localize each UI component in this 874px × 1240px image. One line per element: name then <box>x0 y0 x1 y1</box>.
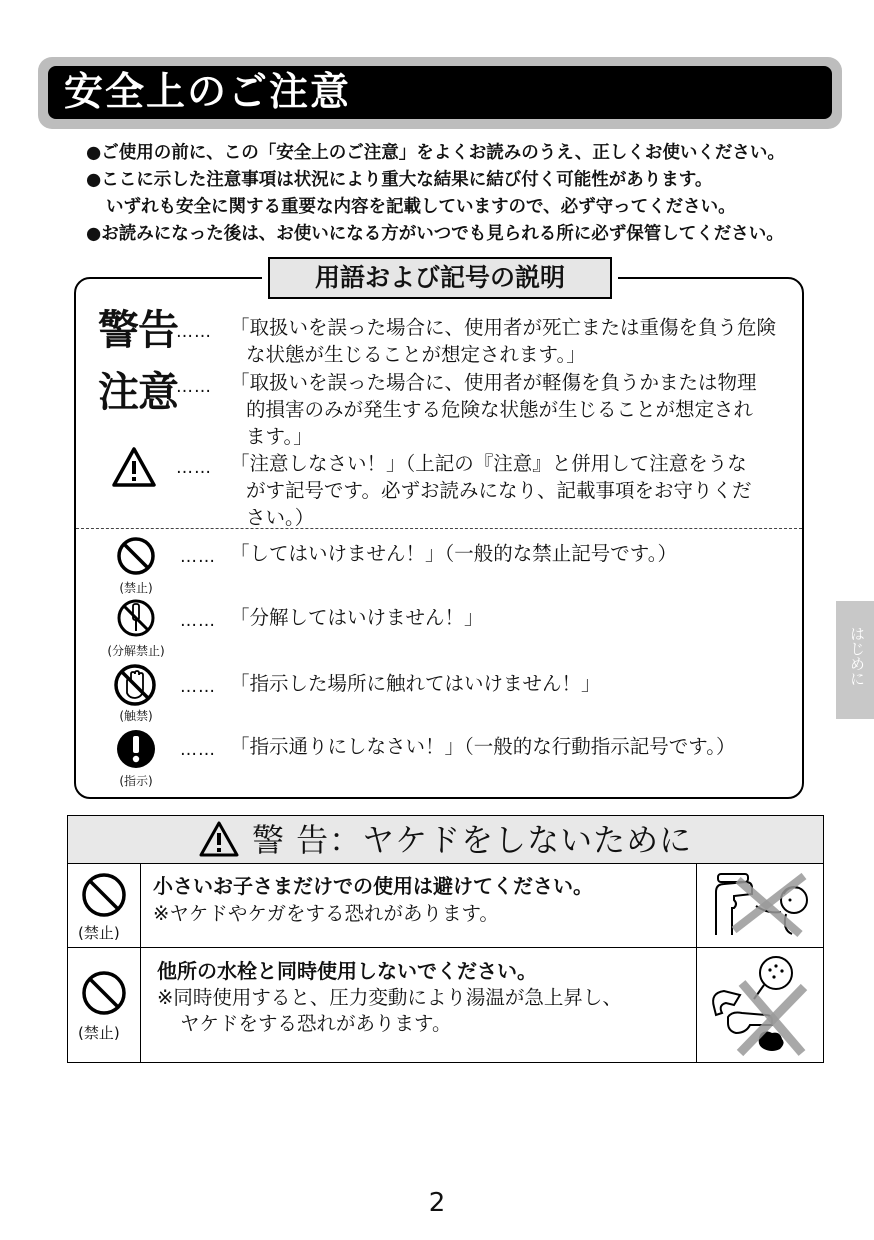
caution-triangle-icon <box>111 446 157 488</box>
intro-line-3: いずれも安全に関する重要な内容を記載していますので、必ず守ってください。 <box>106 197 736 217</box>
dots: …… <box>176 377 212 397</box>
dots: …… <box>180 677 216 697</box>
instruction-icon <box>115 728 157 770</box>
warning-triangle-icon <box>198 820 240 858</box>
symbol-text-prohibited: 「してはいけません！」（一般的な禁止記号です。） <box>230 542 677 565</box>
intro-line-4: ●お読みになった後は、お使いになる方がいつでも見られる所に必ず保管してください。 <box>86 224 784 244</box>
row-caption-prohibited: (禁止) <box>78 1024 120 1042</box>
dots: …… <box>180 611 216 631</box>
symbol-caption-no-touch: (触禁) <box>119 709 153 723</box>
table-divider <box>140 864 141 1062</box>
symbol-caption-no-disassembly: (分解禁止) <box>107 644 165 658</box>
triangle-definition-1: 「注意しなさい！」（上記の『注意』と併用して注意をうな <box>230 452 747 475</box>
intro-notes <box>86 140 826 248</box>
row-2-note-2: ヤケドをする恐れがあります。 <box>180 1012 452 1035</box>
symbol-text-no-disassembly: 「分解してはいけません！」 <box>230 606 484 629</box>
intro-line-2: ●ここに示した注意事項は状況により重大な結果に結び付く可能性があります。 <box>86 170 713 190</box>
no-disassembly-icon <box>116 598 156 638</box>
row-caption-prohibited: (禁止) <box>78 924 120 942</box>
prohibited-icon <box>116 536 156 576</box>
section-side-tab-label: はじめに <box>848 626 866 686</box>
caution-keyword: 注意 <box>98 368 178 416</box>
warning-table-title: 警 告：ヤケドをしないために <box>252 821 693 859</box>
shower-faucet-illustration-icon <box>706 953 816 1059</box>
warning-definition-2: な状態が生じることが想定されます。」 <box>246 343 586 366</box>
row-1-instruction: 小さいお子さまだけでの使用は避けてください。 <box>153 874 593 898</box>
warning-keyword: 警告 <box>98 306 178 354</box>
triangle-definition-3: さい。） <box>246 506 315 529</box>
prohibited-icon <box>81 970 127 1016</box>
no-touch-icon <box>113 663 157 707</box>
intro-line-1: ●ご使用の前に、この「安全上のご注意」をよくお読みのうえ、正しくお使いください。 <box>86 143 785 163</box>
caution-definition-1: 「取扱いを誤った場合に、使用者が軽傷を負うかまたは物理 <box>230 371 757 394</box>
dots: …… <box>180 547 216 567</box>
definitions-heading: 用語および記号の説明 <box>268 257 612 299</box>
page-number: 2 <box>428 1188 446 1218</box>
dots: …… <box>180 740 216 760</box>
child-faucet-illustration-icon <box>708 870 816 940</box>
table-divider <box>696 864 697 1062</box>
row-1-note: ※ヤケドやケガをする恐れがあります。 <box>153 902 499 925</box>
dots: …… <box>176 458 212 478</box>
caution-definition-2: 的損害のみが発生する危険な状態が生じることが想定され <box>246 398 754 421</box>
symbol-text-instruction: 「指示通りにしなさい！」（一般的な行動指示記号です。） <box>230 735 736 758</box>
symbol-caption-instruction: (指示) <box>119 774 153 788</box>
page-title: 安全上のご注意 <box>64 70 352 115</box>
table-divider <box>68 947 823 948</box>
caution-definition-3: ます。」 <box>246 425 313 448</box>
triangle-definition-2: がす記号です。必ずお読みになり、記載事項をお守りくだ <box>246 479 752 502</box>
symbol-caption-prohibited: (禁止) <box>119 581 153 595</box>
warning-definition-1: 「取扱いを誤った場合に、使用者が死亡または重傷を負う危険 <box>230 316 777 339</box>
dots: …… <box>176 322 212 342</box>
symbol-text-no-touch: 「指示した場所に触れてはいけません！」 <box>230 672 601 695</box>
prohibited-icon <box>81 872 127 918</box>
row-2-instruction: 他所の水栓と同時使用しないでください。 <box>157 959 537 983</box>
row-2-note-1: ※同時使用すると、圧力変動により湯温が急上昇し、 <box>157 986 622 1009</box>
divider <box>76 528 802 529</box>
